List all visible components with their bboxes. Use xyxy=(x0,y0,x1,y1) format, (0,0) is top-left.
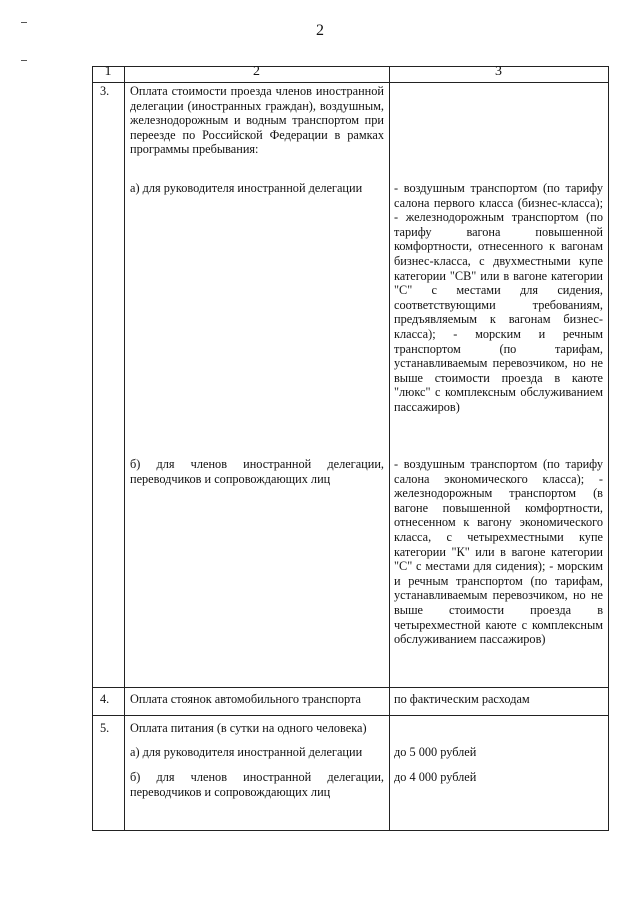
row-number: 4. xyxy=(100,692,110,706)
table-row-divider xyxy=(92,687,609,688)
row-title: Оплата стоянок автомобильного транспорта xyxy=(130,692,361,706)
sub-item-label: а) для руководителя иностранной делегации xyxy=(130,181,363,195)
row-number: 5. xyxy=(100,721,110,735)
transport-terms: - воздушным транспортом (по тарифу салона экономического класса); - железнодорожным транспортом (в вагоне повышенной комфортности, отнесенном к вагону экономического класса, с четырехместными купе категории "К" или в вагоне категории "С" с местами для сидения); - морским и речным транспортом (по тарифам, устанавливаемым перевозчиком, но не выше стоимости проезда в четырехместной каюте с комплексным обслуживанием пассажиров) xyxy=(394,457,603,647)
page-number: 2 xyxy=(316,22,324,39)
header-col1: 1 xyxy=(104,64,112,79)
transport-terms: - воздушным транспортом (по тарифу салона первого класса (бизнес-класса); - железнодорожным транспортом (по тарифу вагона повышенной комфортности, отнесенного к вагонам бизнес-класса, с двухместными купе категории "СВ" или в вагоне категории "С" с местами для сидения, соответствующими требованиям, предъявляемым к вагонам бизнес-класса); - морским и речным транспортом (по тарифам, устанавливаемым перевозчиком, но не выше стоимости проезда в каюте "люкс" с комплексным обслуживанием пассажиров) xyxy=(394,181,603,414)
row-title: Оплата питания (в сутки на одного человека) xyxy=(130,721,367,735)
margin-mark xyxy=(21,60,27,61)
table-border-bottom xyxy=(92,830,609,831)
margin-mark xyxy=(21,22,27,23)
table-row-divider xyxy=(92,82,609,83)
row-value: до 4 000 рублей xyxy=(394,770,477,784)
row-number: 3. xyxy=(100,84,110,98)
row-title: Оплата стоимости проезда членов иностранной делегации (иностранных граждан), воздушным, железнодорожным и водным транспортом при переезде по Российской Федерации в рамках программы пребывания: xyxy=(130,84,384,157)
row-value: по фактическим расходам xyxy=(394,692,530,706)
sub-item-label: а) для руководителя иностранной делегации xyxy=(130,745,363,759)
header-col3: 3 xyxy=(495,64,502,79)
sub-item-label: б) для членов иностранной делегации, переводчиков и сопровождающих лиц xyxy=(130,457,384,486)
table-row-divider xyxy=(92,715,609,716)
header-col2: 2 xyxy=(253,64,260,79)
row-value: до 5 000 рублей xyxy=(394,745,477,759)
sub-item-label: б) для членов иностранной делегации, переводчиков и сопровождающих лиц xyxy=(130,770,384,799)
